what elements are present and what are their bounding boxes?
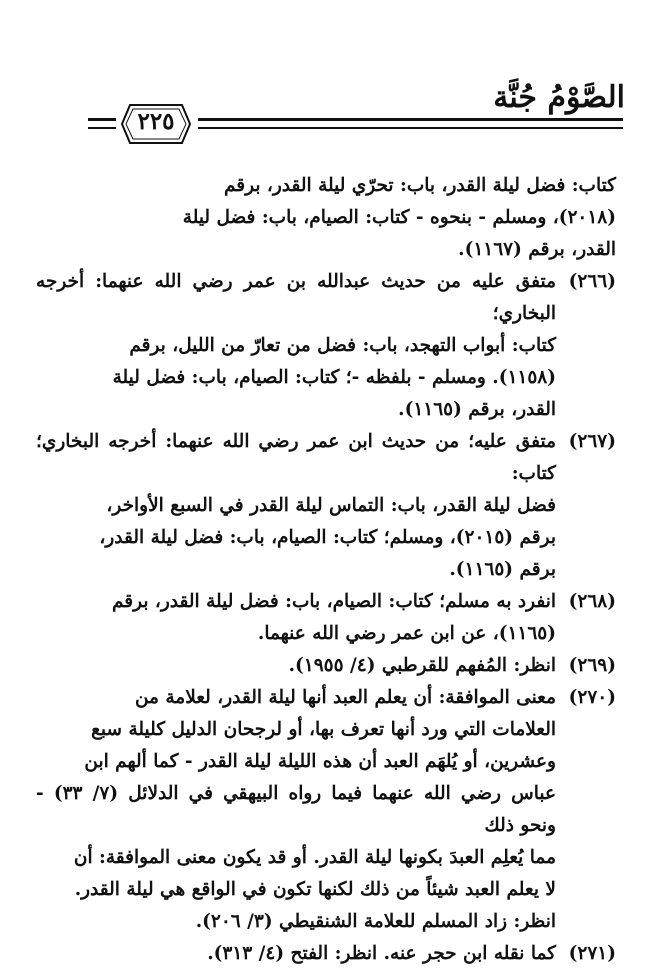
text-line: (٢٠١٨)، ومسلم - بنحوه - كتاب: الصيام، باب: فضل ليلة — [182, 207, 616, 228]
text-line: القدر، برقم (١١٦٧). — [458, 239, 616, 260]
text-line: كما نقله ابن حجر عنه. انظر: الفتح (٤/ ٣١٣). — [207, 943, 556, 964]
footnotes — [36, 170, 616, 970]
footnote-269 — [36, 650, 616, 682]
text-line: مما يُعلِم العبدَ بكونها ليلة القدر. أو قد يكون معنى الموافقة: أن — [73, 847, 556, 868]
footnote-number: (٢٦٩) — [568, 655, 616, 676]
header-rule-left-top — [88, 118, 116, 121]
text-line: وعشرين، أو يُلهَم العبد أن هذه الليلة ليلة القدر - كما ألهم ابن — [84, 751, 556, 772]
text-line: (١١٦٥)، عن ابن عمر رضي الله عنهما. — [257, 623, 556, 644]
text-line: برقم (١١٦٥). — [449, 559, 556, 580]
footnote-continuation — [36, 170, 616, 266]
running-header — [0, 0, 663, 150]
text-line: متفق عليه؛ من حديث ابن عمر رضي الله عنهما: أخرجه البخاري؛ كتاب: — [36, 431, 556, 484]
header-rule-right-bottom — [198, 127, 623, 129]
text-line: كتاب: أبواب التهجد، باب: فضل من تعارّ من الليل، برقم — [129, 335, 556, 356]
footnote-number: (٢٦٦) — [568, 271, 616, 292]
text-line: لا يعلم العبد شيئاً من ذلك لكنها تكون في الواقع هي ليلة القدر. — [74, 879, 556, 900]
footnote-271 — [36, 938, 616, 970]
page-number-badge — [120, 103, 192, 145]
footnote-number: (٢٧١) — [568, 943, 616, 964]
text-line: (١١٥٨). ومسلم - بلفظه -؛ كتاب: الصيام، باب: فضل ليلة — [112, 367, 556, 388]
text-line: برقم (٢٠١٥)، ومسلم؛ كتاب: الصيام، باب: فضل ليلة القدر، — [99, 527, 556, 548]
text-line: عباس رضي الله عنهما فيما رواه البيهقي في الدلائل (٧/ ٣٣) - ونحو ذلك — [36, 783, 557, 836]
text-line: انظر: المُفهم للقرطبي (٤/ ١٩٥٥). — [288, 655, 556, 676]
footnote-number: (٢٦٨) — [568, 591, 616, 612]
text-line: انظر: زاد المسلم للعلامة الشنقيطي (٣/ ٢٠٦). — [195, 911, 556, 932]
footnote-text — [36, 170, 616, 266]
text-line: فضل ليلة القدر، باب: التماس ليلة القدر في السبع الأواخر، — [106, 495, 556, 516]
footnote-268 — [36, 586, 616, 650]
text-line: متفق عليه من حديث عبدالله بن عمر رضي الله عنهما: أخرجه البخاري؛ — [36, 271, 556, 324]
footnote-text — [36, 682, 556, 938]
book-title: الصَّوْمُ جُنَّة — [493, 80, 625, 115]
text-line: معنى الموافقة: أن يعلم العبد أنها ليلة القدر، لعلامة من — [134, 687, 556, 708]
header-rule-left-bottom — [88, 127, 116, 129]
footnote-number: (٢٧٠) — [568, 687, 616, 708]
text-line: القدر، برقم (١١٦٥). — [398, 399, 556, 420]
page-number: ٢٢٥ — [137, 108, 175, 135]
footnote-267 — [36, 426, 616, 586]
footnote-text — [36, 586, 556, 650]
header-rule-right-top — [198, 118, 623, 121]
footnote-text — [36, 650, 556, 682]
footnote-text — [36, 266, 556, 426]
footnote-number: (٢٦٧) — [568, 431, 616, 452]
footnote-266 — [36, 266, 616, 426]
text-line: كتاب: فضل ليلة القدر، باب: تحرّي ليلة القدر، برقم — [223, 175, 616, 196]
text-line: العلامات التي ورد أنها تعرف بها، أو لرجحان الدليل كليلة سبع — [91, 719, 556, 740]
footnote-text — [36, 938, 556, 970]
footnote-270 — [36, 682, 616, 938]
footnote-text — [36, 426, 556, 586]
text-line: انفرد به مسلم؛ كتاب: الصيام، باب: فضل ليلة القدر، برقم — [111, 591, 556, 612]
